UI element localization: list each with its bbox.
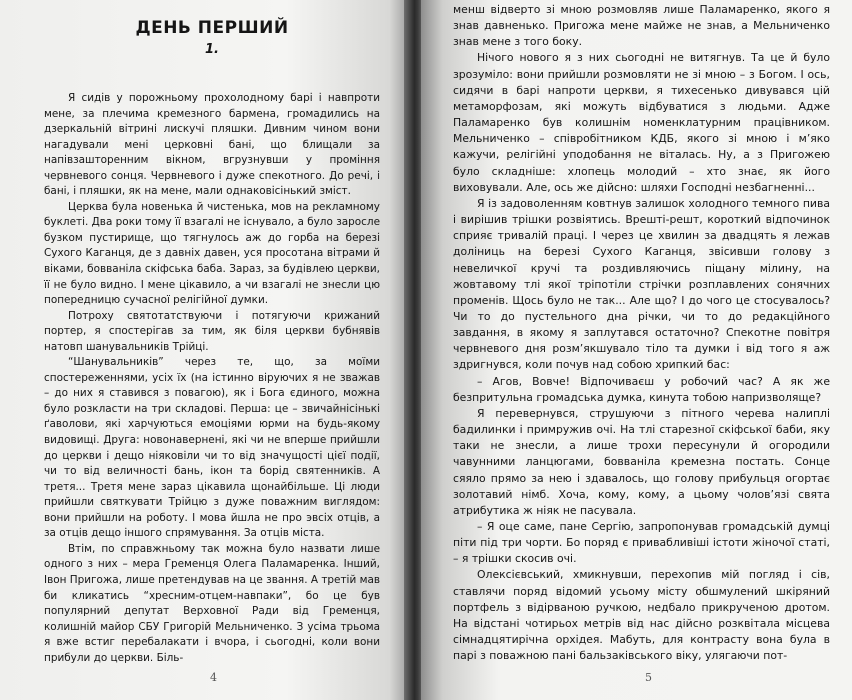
chapter-title: ДЕНЬ ПЕРШИЙ bbox=[135, 18, 289, 38]
page-number: 4 bbox=[210, 671, 217, 684]
paragraph: Потроху святотатствуючи і потягуючи крижаний портер, я спостерігав за тим, як біля церкви бубнявів натовп шанувальників Трійці. bbox=[44, 309, 380, 353]
paragraph: менш відверто зі мною розмовляв лише Паламаренко, якого я знав давненько. Пригожа мене майже не знав, а Мельниченко знав мене з того боку. bbox=[453, 3, 830, 49]
right-page bbox=[421, 0, 852, 700]
left-page-text bbox=[44, 91, 380, 666]
paragraph: Нічого нового я з них сьогодні не витягнув. Та це й було зрозуміло: вони прийшли розмовляти не зі мною – з Богом. І ось, сидячи в барі напроти церкви, я тихесенько дивувався цій метаморфозам, які можуть відбуватися з людьми. Адже Паламаренко був колишнім номенклатурним працівником. Мельниченко – співробітником КДБ, якого зі мною і м’яко кажучи, релігійні уподобання не віталась. Ну, а з Пригожею було складніше: хлопець молодий – хто знає, як його виховували. Але, ось же дійсно: шляхи Господні незбагненні... bbox=[453, 51, 830, 194]
paragraph: Я із задоволенням ковтнув залишок холодного темного пива і вирішив трішки розвіятись. Врешті-решт, короткий відпочинок сприяє тривалій праці. І через це хвилин за двадцять я лежав доліниць на березі Сухого Каганця, звісивши голову з невеличкої кручі та роздивляючись піщану мілину, на жовтавому тлі якої тріпотіли стрічки розплавлених сонячних променів. Щось було не так... Але що? І до чого це стосувалось? Чи то до пустельного дна річки, чи то до редакційного завдання, в якому я заплутався остаточно? Спекотне повітря червневого дня розм’якшувало тіло та думки і від того я аж здригнувся, коли почув над собою хрипкий бас: bbox=[453, 196, 830, 372]
paragraph: Церква була новенька й чистенька, мов на рекламному буклеті. Два роки тому її взагалі не існувало, а було заросле бузком пустирище, що тягнулось аж до горба на березі Сухого Каганця, де з давніх давен, уся просотана вітрами й віками, бовваніла скіфська баба. Зараз, за будівлею церкви, її не було видно. І мене цікавило, а чи взагалі не знесли цю попередницю сучасної релігійної думки. bbox=[44, 200, 380, 307]
paragraph: Олексієвський, хмикнувши, перехопив мій погляд і сів, ставлячи поряд відомий усьому місту обшмулений шкіряний портфель з відірваною ручкою, недбало прикрученою дротом. На відстані чотирьох метрів від нас дійсно розквітала місцева сімнадцятирічна орхідея. Мабуть, для контрасту вона була в парі з поважною пані бальзаківського віку, улягаючи пот- bbox=[453, 568, 830, 663]
paragraph: Втім, по справжньому так можна було назвати лише одного з них – мера Гременця Олега Паламаренка. Інший, Івон Пригожа, лише претендував на це звання. А третій мав би кликатись “хресним-отцем-навпаки”, бо це був популярний депутат Верховної Ради від Гременця, колишній майор СБУ Григорій Мельниченко. З усіма трьома я вже встиг перебалакати і вчора, і сьогодні, коли вони прибули до церкви. Біль- bbox=[44, 542, 380, 664]
paragraph: “Шанувальників” через те, що, за моїми спостереженнями, усіх їх (на істинно віруючих я не зважав – до них я ставився з повагою), як і Бога єдиного, можна було розкласти на три складові. Перша: це – звичайнісінькі ґаволови, які харчуються емоціями юрми на будь-якому видовищі. Друга: новонавернені, які чи не вперше прийшли до церкви і дещо ніяковіли чи то від значущості цієї події, чи то від величності бань, ікон та борід святенників. А третя... Третя мене зараз цікавила щонайбільше. Ці люди прийшли святкувати Трійцю з дуже поважним виглядом: вони прийшли на роботу. І мова йшла не про эвсіх отців, а за отців дещо іншого спрямування. За отців міста. bbox=[44, 356, 380, 540]
paragraph: Я сидів у порожньому прохолодному барі і навпроти мене, за плечима кремезного бармена, громадились на дзеркальній вітрині лискучі пляшки. Дивним чином вони нагадували мені церковні бані, що блищали за напівзашторенним вікном, вгрузнувши у проміння червневого сонця. Червневого і дуже спекотного. До речі, і бані, і пляшки, як на мене, мали однаковісінький зміст. bbox=[44, 92, 380, 198]
paragraph: Я перевернувся, струшуючи з пітного черева налиплі бадилинки і примружив очі. На тлі старезної скіфської баби, яку таки не знесли, а лише трохи пересунули й огородили чавунними ланцюгами, бовваніла кремезна постать. Сонце сяяло прямо за нею і здавалось, що голову прибульця огортає золотавий німб. Хоча, кому, кому, а цьому чоловʼязі свята атрибутика ж ніяк не пасувала. bbox=[453, 406, 830, 517]
left-page bbox=[0, 0, 410, 700]
paragraph: – Я оце саме, пане Сергію, запропонував громадській думці піти під три чорти. Бо поряд є привабливіші істоти жіночої статі, – я трішки скосив очі. bbox=[453, 520, 830, 566]
chapter-number: 1. bbox=[205, 42, 219, 57]
page-number: 5 bbox=[645, 671, 652, 684]
paragraph: – Агов, Вовче! Відпочиваєш у робочий час? А як же безпритульна громадська думка, кинута тобою напризволяще? bbox=[453, 374, 830, 404]
right-page-text bbox=[453, 2, 830, 664]
